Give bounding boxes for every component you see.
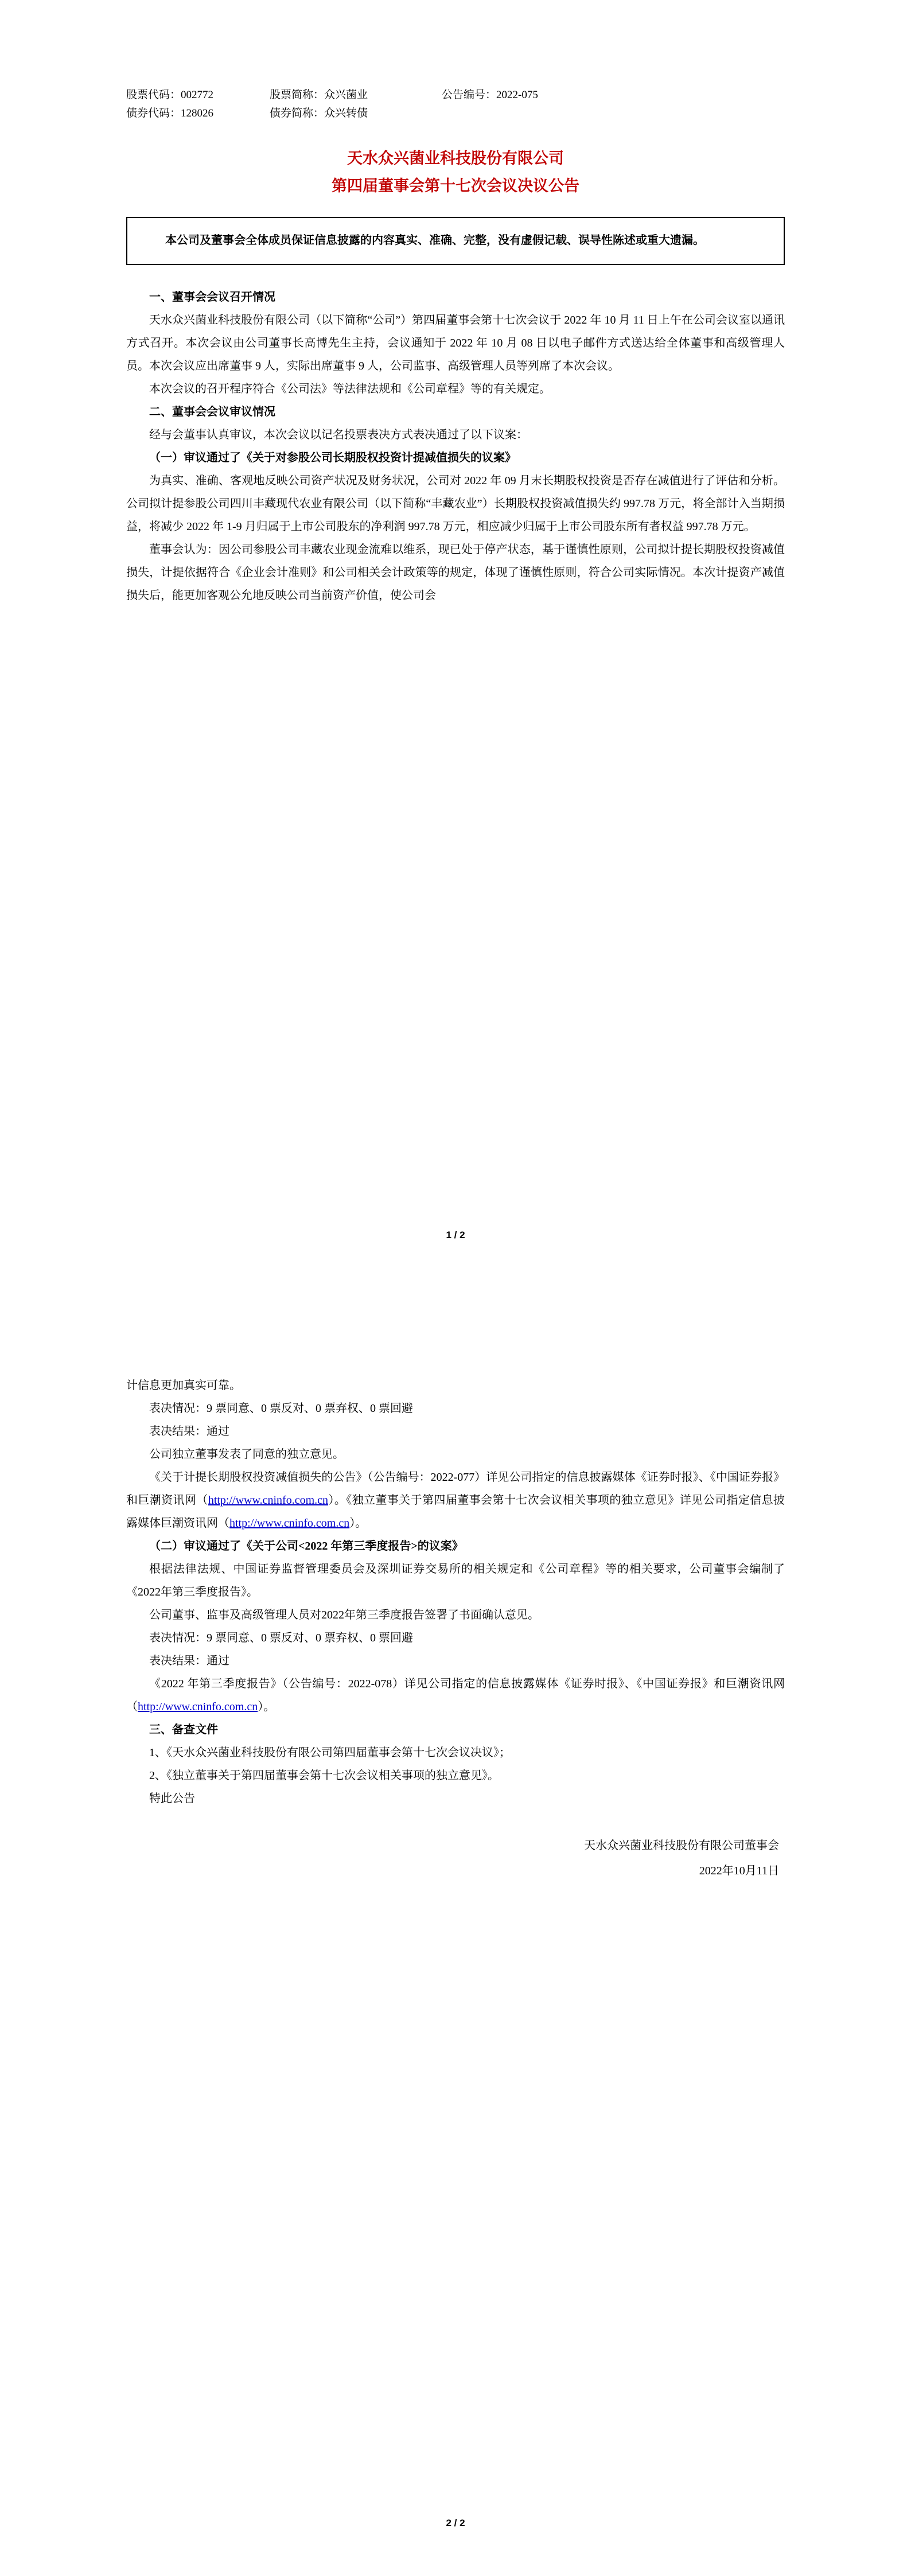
q3-report-text-a: 《2022 年第三季度报告》（公告编号：2022-078）详见公司指定的信息披露媒体《证券时报》、《中国证券报》和巨潮资讯网（: [126, 1678, 785, 1713]
header-codes-col-2: [270, 86, 442, 123]
body-page-2: [126, 1374, 785, 1810]
doc-title-line-2: 第四届董事会第十七次会议决议公告: [332, 177, 579, 194]
disclosure-text-a: 《关于计提长期股权投资减值损失的公告》（公告编号：2022-077）详见公司指定的信息披露媒体《证券时报》、《中国证券报》和巨潮资讯网（: [126, 1471, 785, 1507]
stock-name: 股票简称：众兴菌业: [270, 89, 368, 101]
section-2-sub-2-paragraph-5: [126, 1672, 785, 1718]
section-2-sub-1-paragraph-2-part-2: 计信息更加真实可靠。: [126, 1379, 241, 1392]
announcement-number: 公告编号：2022-075: [442, 89, 538, 101]
section-1-paragraph-2: 本次会议的召开程序符合《公司法》等法律法规和《公司章程》等的有关规定。: [149, 383, 551, 395]
section-1-paragraph-1: 天水众兴菌业科技股份有限公司（以下简称“公司”）第四届董事会第十七次会议于 2022 年 10 月 11 日上午在公司会议室以通讯方式召开。本次会议由公司董事长高博先生主持，会议通知于 2022 年 10 月 08 日以电子邮件方式送达给全体董事和高级管理人员。本次会议应出席董事 9 人，实际出席董事 9 人，公司监事、高级管理人员等列席了本次会议。: [126, 314, 785, 372]
disclaimer-box: [126, 217, 785, 265]
header-codes-col-1: [126, 86, 270, 123]
section-2-sub-1-paragraph-4: 表决结果：通过: [149, 1425, 229, 1438]
header-codes-col-3: [442, 86, 614, 123]
section-2-sub-2-paragraph-4: 表决结果：通过: [149, 1655, 229, 1667]
closing-statement: 特此公告: [149, 1792, 195, 1805]
cninfo-link-2[interactable]: http://www.cninfo.com.cn: [229, 1517, 350, 1530]
section-2-sub-2-paragraph-1: 根据法律法规、中国证券监督管理委员会及深圳证券交易所的相关规定和《公司章程》等的相关要求，公司董事会编制了《2022年第三季度报告》。: [126, 1563, 785, 1598]
section-2-sub-1-heading: （一）审议通过了《关于对参股公司长期股权投资计提减值损失的议案》: [149, 452, 516, 464]
section-2-sub-1-paragraph-2-part-1: 董事会认为：因公司参股公司丰藏农业现金流难以维系，现已处于停产状态，基于谨慎性原则，公司拟计提长期股权投资减值损失，计提依据符合《企业会计准则》和公司相关会计政策等的规定，体现了谨慎性原则，符合公司实际情况。本次计提资产减值损失后，能更加客观公允地反映公司当前资产价值，使公司会: [126, 543, 785, 602]
cninfo-link-1[interactable]: http://www.cninfo.com.cn: [208, 1494, 329, 1507]
section-2-paragraph-1: 经与会董事认真审议，本次会议以记名投票表决方式表决通过了以下议案：: [149, 429, 528, 441]
section-2-sub-1-paragraph-3: 表决情况：9 票同意、0 票反对、0 票弃权、0 票回避: [149, 1402, 413, 1415]
document-page-2: [0, 1288, 911, 2576]
section-2-sub-2-paragraph-2: 公司董事、监事及高级管理人员对2022年第三季度报告签署了书面确认意见。: [149, 1609, 539, 1621]
signature-block: [126, 1833, 785, 1884]
body-page-1: [126, 286, 785, 607]
disclosure-text-b: ）。《独立董事关于第四届董事会第十七次会议相关事项的独立意见》详见公司指定信息披露媒体巨潮资讯网（: [126, 1494, 785, 1530]
cninfo-link-3[interactable]: http://www.cninfo.com.cn: [138, 1701, 258, 1713]
section-2-sub-1-paragraph-1: 为真实、准确、客观地反映公司资产状况及财务状况，公司对 2022 年 09 月末长期股权投资是否存在减值进行了评估和分析。公司拟计提参股公司四川丰藏现代农业有限公司（以下简称“丰藏农业”）长期股权投资减值损失约 997.78 万元，将全部计入当期损益，将减少 2022 年 1-9 月归属于上市公司股东的净利润 997.78 万元，相应减少归属于上市公司股东所有者权益 997.78 万元。: [126, 474, 785, 533]
section-2-sub-2-paragraph-3: 表决情况：9 票同意、0 票反对、0 票弃权、0 票回避: [149, 1632, 413, 1644]
disclaimer-text: 本公司及董事会全体成员保证信息披露的内容真实、准确、完整，没有虚假记载、误导性陈述或重大遗漏。: [165, 234, 704, 247]
page-number-2: 2 / 2: [446, 2517, 465, 2528]
section-2-sub-1-paragraph-6: [126, 1466, 785, 1535]
section-2-sub-2-heading: （二）审议通过了《关于公司<2022 年第三季度报告>的议案》: [149, 1540, 464, 1552]
page-title: [126, 145, 785, 200]
section-3-heading: 三、备查文件: [149, 1723, 218, 1736]
bond-code: 债券代码：128026: [126, 107, 214, 119]
stock-code: 股票代码：002772: [126, 89, 214, 101]
section-3-item-1: 1、《天水众兴菌业科技股份有限公司第四届董事会第十七次会议决议》；: [149, 1746, 511, 1759]
header-codes: [126, 86, 785, 123]
signature-date: 2022年10月11日: [699, 1865, 779, 1877]
section-3-item-2: 2、《独立董事关于第四届董事会第十七次会议相关事项的独立意见》。: [149, 1769, 499, 1782]
section-2-heading: 二、董事会会议审议情况: [149, 406, 275, 418]
page-number-1: 1 / 2: [446, 1229, 465, 1240]
bond-name: 债券简称：众兴转债: [270, 107, 368, 119]
q3-report-text-b: ）。: [258, 1701, 275, 1713]
section-2-sub-1-paragraph-5: 公司独立董事发表了同意的独立意见。: [149, 1448, 344, 1461]
doc-title-line-1: 天水众兴菌业科技股份有限公司: [347, 150, 564, 167]
section-1-heading: 一、董事会会议召开情况: [149, 291, 275, 303]
disclosure-text-c: ）。: [349, 1517, 367, 1530]
signature-company: 天水众兴菌业科技股份有限公司董事会: [584, 1839, 779, 1852]
